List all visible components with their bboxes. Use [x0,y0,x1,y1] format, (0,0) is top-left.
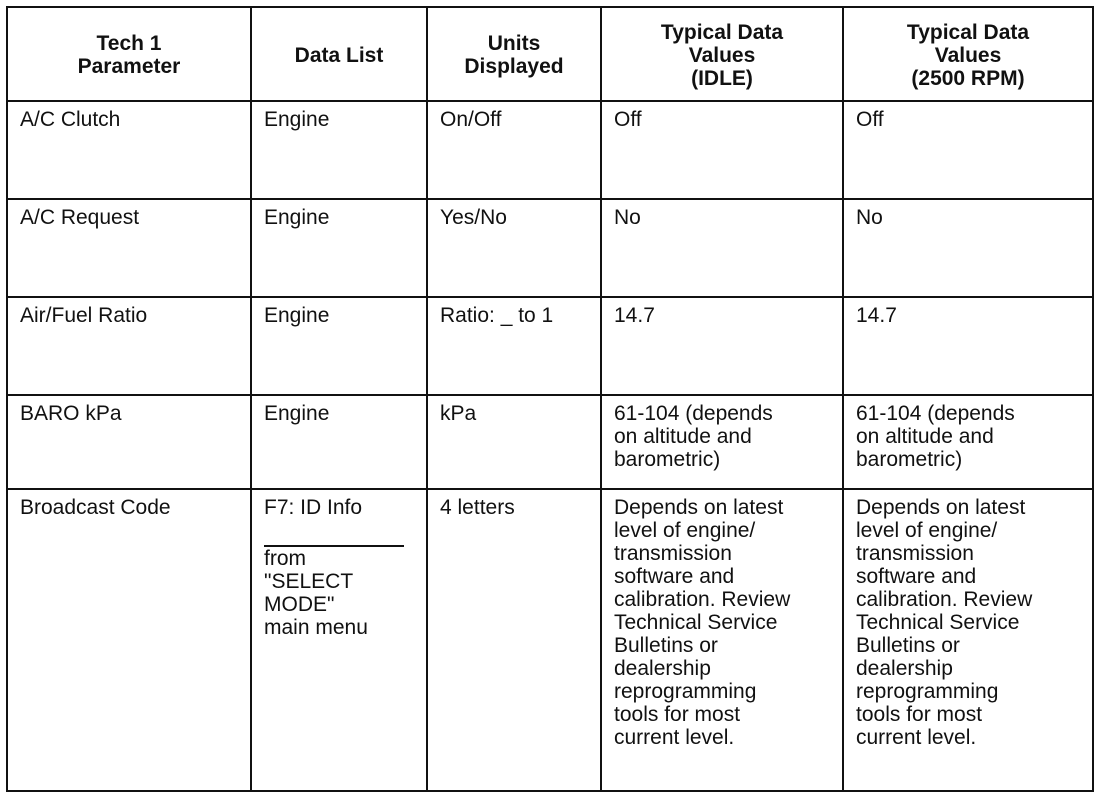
cell-line: from [264,547,306,570]
cell-idle-value [601,101,843,199]
cell-line: main menu [264,616,368,639]
header-typical-idle [601,7,843,101]
cell-line: level of engine/ [856,519,998,542]
header-data-list [251,7,427,101]
cell-rpm-value [843,199,1093,297]
cell-line: current level. [614,726,735,749]
cell-line: Bulletins or [614,634,718,657]
cell-line: 61-104 (depends [856,402,1015,425]
cell-line: transmission [614,542,732,565]
table-row [7,101,1093,199]
header-line: Data List [294,43,384,67]
cell-line: software and [856,565,977,588]
cell-rpm-value [843,297,1093,395]
cell-data-list: Engine [251,395,427,489]
header-line: Parameter [77,55,181,78]
cell-parameter: A/C Clutch [7,101,251,199]
cell-line: software and [614,565,735,588]
cell-line: MODE" [264,593,335,616]
header-typical-2500rpm [843,7,1093,101]
cell-line: 14.7 [614,304,655,327]
cell-line: dealership [856,657,953,680]
cell-line: Bulletins or [856,634,960,657]
cell-idle-value [601,489,843,791]
cell-line: "SELECT [264,570,354,593]
cell-line: current level. [856,726,977,749]
cell-units: 4 letters [427,489,601,791]
cell-data-list: Engine [251,199,427,297]
cell-line: transmission [856,542,974,565]
cell-units: Ratio: _ to 1 [427,297,601,395]
cell-rpm-value [843,101,1093,199]
cell-line: Off [856,108,884,131]
cell-line: tools for most [856,703,983,726]
cell-line: on altitude and [614,425,752,448]
header-line: (IDLE) [691,66,753,90]
cell-parameter: Broadcast Code [7,489,251,791]
header-line: (2500 RPM) [911,66,1025,90]
cell-line: calibration. Review [614,588,791,611]
cell-parameter: BARO kPa [7,395,251,489]
cell-idle-value [601,395,843,489]
cell-line: dealership [614,657,711,680]
cell-line: No [614,206,641,229]
cell-line: Depends on latest [614,496,784,519]
header-row [7,7,1093,101]
cell-line: No [856,206,883,229]
cell-line: Off [614,108,642,131]
cell-idle-value [601,199,843,297]
cell-line: Technical Service [856,611,1020,634]
header-tech1-parameter [7,7,251,101]
cell-line: F7: ID Info [264,496,363,519]
header-line: Values [934,43,1002,67]
cell-line: 61-104 (depends [614,402,773,425]
cell-data-list: Engine [251,297,427,395]
table-row [7,199,1093,297]
header-line: Typical Data [906,20,1030,44]
cell-line: Technical Service [614,611,778,634]
cell-data-list: Engine [251,101,427,199]
cell-idle-value [601,297,843,395]
header-line: Typical Data [660,20,784,44]
cell-line: tools for most [614,703,741,726]
cell-rpm-value [843,395,1093,489]
cell-parameter: Air/Fuel Ratio [7,297,251,395]
cell-units: Yes/No [427,199,601,297]
header-line: Values [688,43,756,67]
header-line: Tech 1 [96,32,162,55]
cell-line: barometric) [856,448,963,471]
cell-rpm-value [843,489,1093,791]
table-row [7,395,1093,489]
header-units-displayed [427,7,601,101]
cell-units: kPa [427,395,601,489]
table-row [7,489,1093,791]
cell-line: on altitude and [856,425,994,448]
cell-line: barometric) [614,448,721,471]
cell-line: Depends on latest [856,496,1026,519]
cell-data-list [251,489,427,791]
table-row [7,297,1093,395]
cell-line: reprogramming [614,680,757,703]
header-line: Units [487,32,541,55]
tech1-parameter-table [6,6,1094,792]
cell-units: On/Off [427,101,601,199]
cell-line: calibration. Review [856,588,1033,611]
header-line: Displayed [464,55,564,78]
cell-line: 14.7 [856,304,897,327]
cell-parameter: A/C Request [7,199,251,297]
cell-line: reprogramming [856,680,999,703]
cell-line: level of engine/ [614,519,756,542]
